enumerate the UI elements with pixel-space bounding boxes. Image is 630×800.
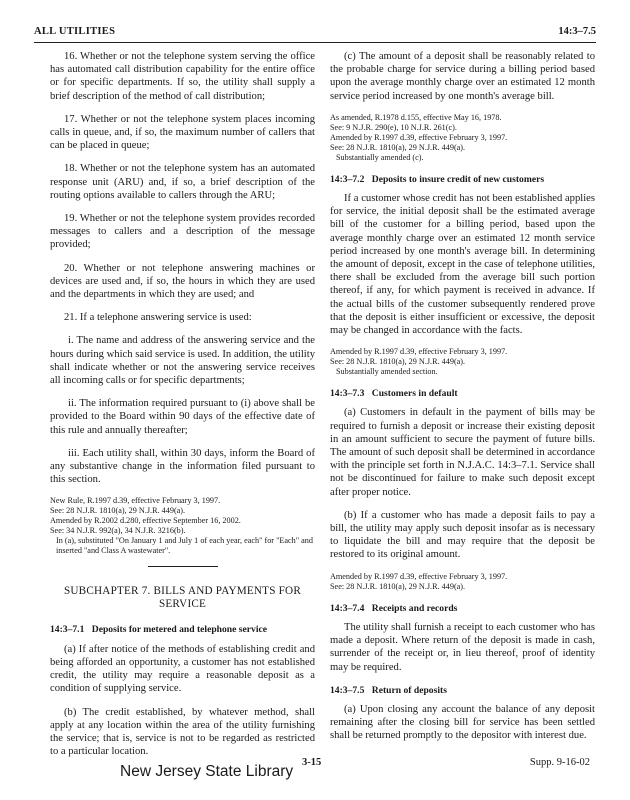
section-7-1-para-a: (a) If after notice of the methods of establishing credit and being afforded an opportunity, a customer has not established credit, the utility may require a reasonable deposit as a condition of supplying service. [50, 643, 315, 695]
section-number: 14:3–7.5 [330, 684, 365, 696]
supplement-date: Supp. 9-16-02 [529, 757, 590, 768]
library-watermark: New Jersey State Library [120, 763, 294, 780]
history-note [330, 347, 595, 377]
history-line: In (a), substituted "On January 1 and July 1 of each year, each" for "Each" and inserted "and Class A wastewater". [56, 536, 313, 556]
section-title: Deposits for metered and telephone service [91, 624, 268, 636]
item-21-i: i. The name and address of the answering service and the hours during which said service is used. In addition, the utility shall indicate whether or not the answering service receives all incoming calls or for specific departments; [50, 335, 315, 387]
history-line: New Rule, R.1997 d.39, effective February 3, 1997. [50, 496, 221, 506]
item-21-ii: ii. The information required pursuant to (i) above shall be provided to the Board within 90 days of the effective date of this rule and annually thereafter; [50, 398, 315, 436]
history-line: Substantially amended section. [336, 367, 438, 377]
section-title: Customers in default [371, 388, 458, 400]
item-19: 19. Whether or not the telephone system provides recorded messages to callers and a description of the message provided; [50, 213, 315, 251]
section-7-3-para-a: (a) Customers in default in the payment of bills may be required to furnish a deposit or increase their existing deposit in an amount sufficient to secure the payment of future bills. The amount of such deposit shall be determined in accordance with the principle set forth in N.J.A.C. 14:3–7.1. Service shall not be discontinued for failure to make such deposit except after proper notice. [330, 407, 595, 498]
history-line: See: 28 N.J.R. 1810(a), 29 N.J.R. 449(a). [330, 581, 466, 591]
section-heading-7-2 [330, 173, 595, 186]
section-7-1-para-c: (c) The amount of a deposit shall be reasonably related to the probable charge for service during a billing period based upon the average monthly charge over an estimated 12 month service period increased by one month's average bill. [330, 51, 595, 102]
history-line: See: 28 N.J.R. 1810(a), 29 N.J.R. 449(a). [330, 142, 466, 152]
history-line: See: 9 N.J.R. 290(e), 10 N.J.R. 261(c). [330, 122, 457, 132]
item-21-iii: iii. Each utility shall, within 30 days, inform the Board of any substantive change in the information filed pursuant to this section. [50, 447, 315, 486]
section-number: 14:3–7.1 [50, 624, 85, 636]
history-line: See: 28 N.J.R. 1810(a), 29 N.J.R. 449(a). [50, 506, 186, 516]
section-heading-7-3 [330, 387, 595, 400]
item-21: 21. If a telephone answering service is used: [64, 312, 252, 324]
item-17: 17. Whether or not the telephone system places incoming calls in queue, and, if so, the maximum number of callers that can be placed in queue; [50, 113, 315, 152]
history-line: See: 34 N.J.R. 992(a), 34 N.J.R. 3216(b). [50, 526, 186, 536]
subchapter-heading: SUBCHAPTER 7. BILLS AND PAYMENTS FOR SERVICE [63, 585, 301, 611]
section-7-1-para-b: (b) The credit established, by whatever method, shall apply at any location within the area of the utility furnishing the service; that is, service is not to be regarded as restricted to a particular location. [50, 706, 315, 758]
section-heading-7-5 [330, 684, 595, 697]
history-line: Amended by R.1997 d.39, effective February 3, 1997. [330, 347, 508, 357]
running-header [34, 26, 596, 43]
section-divider [148, 566, 218, 567]
history-line: As amended, R.1978 d.155, effective May 16, 1978. [330, 112, 502, 122]
history-note [50, 496, 315, 556]
header-title: ALL UTILITIES [34, 26, 116, 37]
history-line: Amended by R.2002 d.280, effective September 16, 2002. [50, 516, 241, 526]
section-7-4-para: The utility shall furnish a receipt to each customer who has made a deposit. Where return of the deposit is made in cash, surrender of the receipt or, in lieu thereof, proof of identity may be required. [330, 621, 595, 673]
history-note [330, 113, 595, 163]
section-title: Receipts and records [371, 602, 458, 614]
history-line: Amended by R.1997 d.39, effective February 3, 1997. [330, 132, 508, 142]
item-20: 20. Whether or not telephone answering machines or devices are used and, if so, the hours in which they are used and the departments in which they are used; and [50, 262, 315, 301]
history-line: Substantially amended (c). [336, 152, 424, 162]
section-heading-7-4 [330, 602, 595, 615]
section-7-3-para-b: (b) If a customer who has made a deposit fails to pay a bill, the utility may apply such deposit insofar as is necessary to liquidate the bill and may require that the deposit be restored to its original amount. [330, 509, 595, 561]
history-note [330, 572, 595, 592]
section-title: Deposits to insure credit of new customers [371, 173, 545, 185]
right-column [330, 50, 595, 740]
header-section-number: 14:3–7.5 [558, 26, 596, 37]
section-number: 14:3–7.2 [330, 173, 365, 185]
page-number: 3-15 [302, 757, 322, 768]
section-title: Return of deposits [371, 684, 447, 696]
section-7-2-para: If a customer whose credit has not been established applies for service, the initial deposit shall be the estimated average bill of the customer for a billing period, based upon the average monthly charge over an estimated 12 month service period increased by one month's average bill. In determining the amount of deposit, except in the case of telephone utilities, there shall be excluded from the average bill such portion thereof, if any, for which payment is received in advance. If the actual bills of the customer subsequently rendered prove that the deposit is either insufficient or excessive, the deposit may be changed in accordance with the facts. [330, 193, 595, 337]
left-column [50, 50, 315, 758]
item-18: 18. Whether or not the telephone system has an automated response unit (ARU) and, if so, a brief description of the routing options available to callers through the ARU; [50, 163, 315, 201]
section-7-5-para-a: (a) Upon closing any account the balance of any deposit remaining after the closing bill for service has been settled shall be returned promptly to the depositor with interest due. [330, 703, 595, 742]
history-line: See: 28 N.J.R. 1810(a), 29 N.J.R. 449(a). [330, 357, 466, 367]
history-line: Amended by R.1997 d.39, effective February 3, 1997. [330, 571, 508, 581]
item-16: 16. Whether or not the telephone system serving the office has automated call distribution capability for the entire office or for specific departments. If so, the utility shall supply a brief description of the method of call distribution; [50, 51, 315, 102]
section-number: 14:3–7.4 [330, 602, 365, 614]
section-heading-7-1 [50, 623, 315, 636]
section-number: 14:3–7.3 [330, 388, 365, 400]
